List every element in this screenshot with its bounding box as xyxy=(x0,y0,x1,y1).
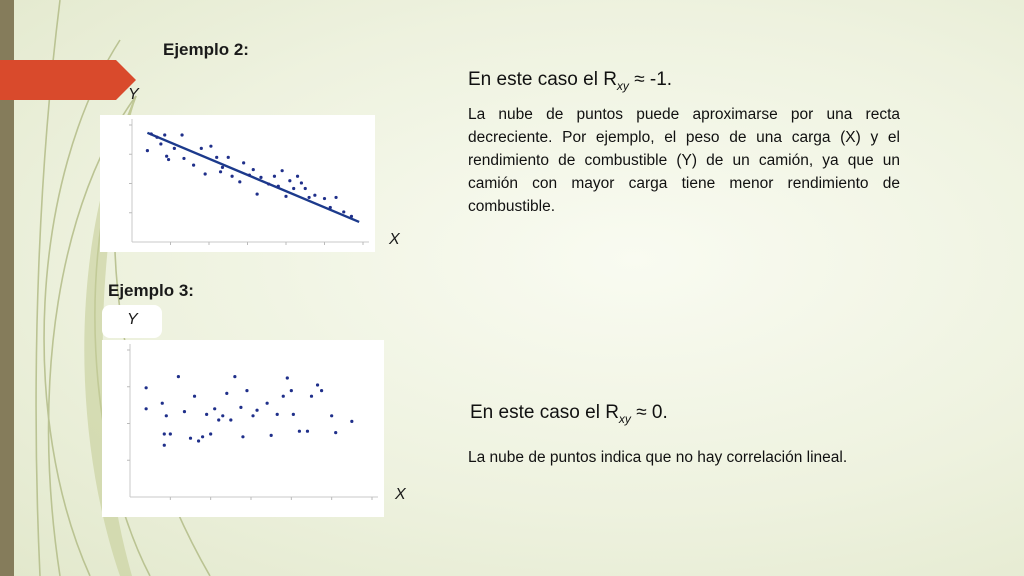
data-point xyxy=(256,192,259,195)
data-point xyxy=(292,413,295,416)
data-point xyxy=(350,420,353,423)
data-point xyxy=(284,195,287,198)
data-point xyxy=(163,133,166,136)
data-point xyxy=(267,182,270,185)
data-point xyxy=(165,414,168,417)
rxy-prefix: En este caso el R xyxy=(468,69,617,90)
data-point xyxy=(266,402,269,405)
data-point xyxy=(146,149,149,152)
rxy-suffix: ≈ -1. xyxy=(628,69,673,90)
data-point xyxy=(304,187,307,190)
data-point xyxy=(227,156,230,159)
example-3-x-label: X xyxy=(395,486,406,503)
data-point xyxy=(221,414,224,417)
data-point xyxy=(334,196,337,199)
data-point xyxy=(248,174,251,177)
data-point xyxy=(342,210,345,213)
data-point xyxy=(270,434,273,437)
data-point xyxy=(350,215,353,218)
data-point xyxy=(193,395,196,398)
data-point xyxy=(323,197,326,200)
data-point xyxy=(238,180,241,183)
data-point xyxy=(197,439,200,442)
data-point xyxy=(329,206,332,209)
data-point xyxy=(242,161,245,164)
data-point xyxy=(182,157,185,160)
data-point xyxy=(288,179,291,182)
data-point xyxy=(255,409,258,412)
data-point xyxy=(282,395,285,398)
data-point xyxy=(259,176,262,179)
rxy-subscript: xy xyxy=(618,411,631,426)
data-point xyxy=(145,386,148,389)
example-3-y-label: Y xyxy=(127,311,138,328)
data-point xyxy=(163,432,166,435)
data-point xyxy=(209,432,212,435)
data-point xyxy=(320,389,323,392)
data-point xyxy=(169,432,172,435)
data-point xyxy=(189,437,192,440)
data-point xyxy=(163,444,166,447)
example-3-scatter-plot xyxy=(102,340,384,517)
data-point xyxy=(300,181,303,184)
example-2-x-label: X xyxy=(389,231,400,248)
data-point xyxy=(273,175,276,178)
example-2-description: La nube de puntos puede aproximarse por una recta decreciente. Por ejemplo, el peso de una carga (X) y el rendimiento de combustible (Y) de un camión, ya que un camión con mayor carga tiene menor rendimiento de combustible. xyxy=(468,106,900,215)
data-point xyxy=(217,418,220,421)
example-3-rxy-statement xyxy=(470,402,668,426)
data-point xyxy=(241,435,244,438)
data-point xyxy=(306,430,309,433)
data-point xyxy=(334,431,337,434)
data-point xyxy=(213,407,216,410)
data-point xyxy=(167,158,170,161)
data-point xyxy=(286,376,289,379)
rxy-prefix: En este caso el R xyxy=(470,402,619,423)
data-point xyxy=(177,375,180,378)
example-2-heading: Ejemplo 2: xyxy=(163,40,249,59)
data-point xyxy=(161,402,164,405)
data-point xyxy=(205,413,208,416)
rxy-suffix: ≈ 0. xyxy=(630,402,668,423)
data-point xyxy=(298,430,301,433)
example-2-y-label: Y xyxy=(128,86,139,103)
data-point xyxy=(296,175,299,178)
data-point xyxy=(209,145,212,148)
data-point xyxy=(225,392,228,395)
data-point xyxy=(192,164,195,167)
example-2-scatter-plot xyxy=(100,115,375,252)
data-point xyxy=(180,133,183,136)
data-point xyxy=(290,389,293,392)
data-point xyxy=(245,389,248,392)
data-point xyxy=(200,147,203,150)
data-point xyxy=(173,147,176,150)
data-point xyxy=(231,175,234,178)
data-point xyxy=(233,375,236,378)
data-point xyxy=(150,132,153,135)
data-point xyxy=(310,395,313,398)
data-point xyxy=(183,410,186,413)
data-point xyxy=(221,166,224,169)
data-point xyxy=(281,169,284,172)
rxy-subscript: xy xyxy=(616,78,629,93)
data-point xyxy=(145,407,148,410)
data-point xyxy=(219,170,222,173)
arrow-tab xyxy=(0,60,136,100)
data-point xyxy=(204,172,207,175)
data-point xyxy=(308,196,311,199)
data-point xyxy=(159,142,162,145)
data-point xyxy=(276,413,279,416)
data-point xyxy=(165,155,168,158)
data-point xyxy=(277,185,280,188)
data-point xyxy=(201,435,204,438)
example-3-chart xyxy=(102,340,384,517)
example-2-chart xyxy=(100,115,375,252)
data-point xyxy=(251,414,254,417)
data-point xyxy=(330,414,333,417)
data-point xyxy=(215,156,218,159)
data-point xyxy=(252,168,255,171)
data-point xyxy=(229,418,232,421)
data-point xyxy=(292,187,295,190)
data-point xyxy=(313,194,316,197)
data-point xyxy=(239,406,242,409)
example-3-heading: Ejemplo 3: xyxy=(108,281,194,300)
trend-line xyxy=(147,133,359,222)
example-3-description: La nube de puntos indica que no hay correlación lineal. xyxy=(468,449,848,466)
data-point xyxy=(316,383,319,386)
example-2-rxy-statement xyxy=(468,69,672,93)
data-point xyxy=(155,136,158,139)
